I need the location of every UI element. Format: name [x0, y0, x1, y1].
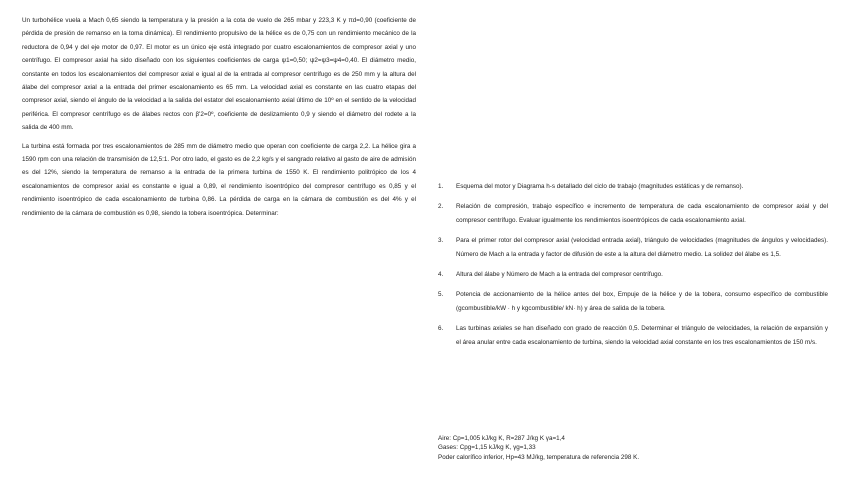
question-item — [438, 268, 828, 281]
question-number: 1. — [438, 183, 444, 190]
question-number: 3. — [438, 237, 444, 245]
question-number: 4. — [438, 271, 444, 279]
fuel-constants: Poder calorífico inferior, Hp=43 MJ/kg, temperatura de referencia 298 K. — [438, 453, 640, 461]
question-text: Las turbinas axiales se han diseñado con grado de reacción 0,5. Determinar el triángulo de velocidades, la relación de expansión y el área anular entre cada escalonamiento de turbina, siendo la velocidad axial constante en los tres escalonamientos de 150 m/s. — [456, 325, 828, 346]
question-text: Esquema del motor y Diagrama h-s detallado del ciclo de trabajo (magnitudes estáticas y de remanso). — [456, 183, 744, 190]
questions-list — [438, 180, 828, 349]
statement-paragraph-2: La turbina está formada por tres escalonamientos de 285 mm de diámetro medio que operan con coeficiente de carga 2,2. La hélice gira a 1590 rpm con una relación de transmisión de 12,5:1. Por otro lado, el gasto es de 2,2 kg/s y el sangrado relativo al gasto de aire de admisión es del 12%, siendo la temperatura de remanso a la entrada de la primera turbina de 1550 K. El rendimiento politrópico de los 4 escalonamientos de compresor axial es constante e igual a 0,89, el rendimiento isoentrópico del compresor centrífugo es 0,85 y el rendimiento isoentrópico de cada escalonamiento de turbina 0,86. La pérdida de carga en la cámara de combustión es del 4% y el rendimiento de la cámara de combustión es 0,98, siendo la tobera isoentrópica. Determinar: — [22, 142, 416, 217]
question-text: Para el primer rotor del compresor axial (velocidad entrada axial), triángulo de velocidades (magnitudes de ángulos y velocidades). Número de Mach a la entrada y factor de difusión de este a la altura del diámetro medio. La solidez del álabe es 1,5. — [456, 237, 828, 258]
question-text: Potencia de accionamiento de la hélice antes del box, Empuje de la hélice y de la tobera, consumo específico de combustible (gcombustible/kW · h y kgcombustible/ kN· h) y área de salida de la tobera. — [456, 291, 828, 312]
gas-constants: Gases: Cpg=1,15 kJ/kg K, γg=1,33 — [438, 444, 536, 452]
statement-paragraph-1: Un turbohélice vuela a Mach 0,65 siendo la temperatura y la presión a la cota de vuelo de 265 mbar y 223,3 K y πd=0,90 (coeficiente de pérdida de presión de remanso en la toma dinámica). El rendimiento propulsivo de la hélice es de 0,75 con un rendimiento mecánico de la reductora de 0,94 y del eje motor de 0,97. El motor es un único eje está integrado por cuatro escalonamientos de compresor axial y uno centrífugo. El compresor axial ha sido diseñado con los siguientes coeficientes de carga ψ1=0,50; ψ2=ψ3=ψ4=0,40. El diámetro medio, constante en todos los escalonamientos del compresor axial e igual al de la entrada al compresor centrífugo es de 250 mm y la altura del álabe del compresor axial a la entrada del primer escalonamiento es 65 mm. La velocidad axial es constante en las cuatro etapas del compresor axial, siendo el ángulo de la velocidad a la salida del estator del escalonamiento axial último de 10º en el sentido de la velocidad periférica. El compresor centrífugo es de álabes rectos con β'2=0º, coeficiente de deslizamiento 0,9 y siendo el diámetro del rodete a la salida de 400 mm. — [22, 17, 416, 132]
question-text: Altura del álabe y Número de Mach a la entrada del compresor centrífugo. — [456, 271, 663, 279]
question-item — [438, 234, 828, 261]
problem-statement — [22, 14, 416, 225]
question-item — [438, 288, 828, 315]
question-item — [438, 180, 828, 193]
question-text: Relación de compresión, trabajo específico e incremento de temperatura de cada escalonamiento de compresor axial y del compresor centrífugo. Evaluar igualmente los rendimientos isoentrópicos de cada escalonamiento axial. — [456, 203, 828, 224]
question-number: 2. — [438, 203, 444, 211]
questions-section — [438, 180, 828, 356]
question-number: 6. — [438, 325, 444, 333]
constants-block — [438, 434, 828, 462]
question-item — [438, 322, 828, 349]
question-item — [438, 200, 828, 227]
air-constants: Aire: Cp=1,005 kJ/kg K, R=287 J/kg K γa=1,4 — [438, 435, 565, 442]
question-number: 5. — [438, 291, 444, 299]
